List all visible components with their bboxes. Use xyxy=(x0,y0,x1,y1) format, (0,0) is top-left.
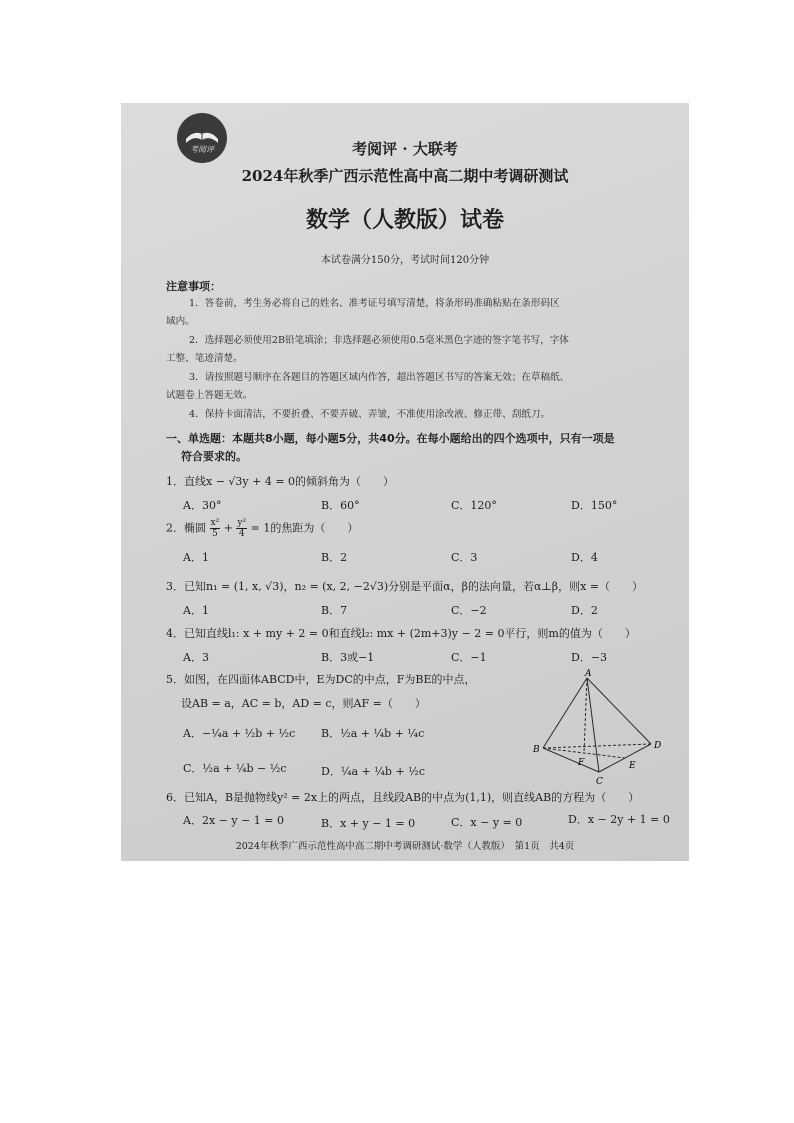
label-e: E xyxy=(629,761,636,771)
exam-title: 2024年秋季广西示范性高中高二期中考调研测试 xyxy=(241,167,569,185)
logo-text: 考阅评 xyxy=(190,145,214,154)
fraction-x xyxy=(210,518,221,539)
label-a: A xyxy=(585,669,592,679)
question-5-stem: 5．如图，在四面体ABCD中，E为DC的中点，F为BE的中点， xyxy=(166,673,476,686)
fraction-y xyxy=(236,518,247,539)
option-d: D．4 xyxy=(571,551,598,564)
option-a: A．1 xyxy=(183,604,209,617)
brand-title: 考阅评 · 大联考 xyxy=(352,140,458,158)
notice-line: 试题卷上答题无效。 xyxy=(166,390,253,401)
exam-info: 本试卷满分150分，考试时间120分钟 xyxy=(320,255,490,266)
question-6-stem: 6．已知A，B是抛物线y² = 2x上的两点，且线段AB的中点为(1,1)，则直线AB的方程为（ ） xyxy=(166,791,640,804)
option-b: B．½a + ¼b + ¼c xyxy=(321,727,425,740)
option-c: C．−1 xyxy=(451,651,487,664)
denominator: 5 xyxy=(211,529,218,539)
page-footer: 2024年秋季广西示范性高中高二期中考调研测试·数学（人教版） 第1页 共4页 xyxy=(235,841,575,852)
option-c: C．3 xyxy=(451,551,478,564)
option-a: A．2x − y − 1 = 0 xyxy=(183,814,284,827)
option-a: A．30° xyxy=(183,499,222,512)
option-a: A．1 xyxy=(183,551,209,564)
notice-line: 1．答卷前，考生务必将自己的姓名、准考证号填写清楚，将条形码准确粘贴在条形码区 xyxy=(189,298,560,309)
question-5-stem-cont: 设AB = a，AC = b，AD = c，则AF =（ ） xyxy=(181,697,426,710)
option-c: C．120° xyxy=(451,499,497,512)
numerator: x² xyxy=(210,518,220,528)
label-f: F xyxy=(578,758,585,768)
option-d: D．−3 xyxy=(571,651,608,664)
denominator: 4 xyxy=(238,529,245,539)
notice-heading: 注意事项： xyxy=(166,280,221,293)
section-heading-cont: 符合要求的。 xyxy=(181,450,247,463)
question-4-stem: 4．已知直线l₁: x + my + 2 = 0和直线l₂: mx + (2m+3)y − 2 = 0平行，则m的值为（ ） xyxy=(166,627,636,640)
option-b: B．7 xyxy=(321,604,348,617)
tetrahedron-figure xyxy=(531,668,676,788)
option-d: D．x − 2y + 1 = 0 xyxy=(568,813,670,826)
numerator: y² xyxy=(237,518,247,528)
notice-line: 3．请按照题号顺序在各题目的答题区域内作答，超出答题区书写的答案无效；在草稿纸、 xyxy=(189,372,570,383)
option-d: D．¼a + ¼b + ½c xyxy=(321,765,425,778)
plus-sign: + xyxy=(223,521,233,535)
notice-line: 2．选择题必须使用2B铅笔填涂；非选择题必须使用0.5毫米黑色字迹的签字笔书写，字体 xyxy=(189,335,569,346)
question-3-stem: 3．已知n₁ = (1, x, √3)，n₂ = (x, 2, −2√3)分别是平面α，β的法向量，若α⊥β，则x =（ ） xyxy=(166,580,644,593)
option-b: B．x + y − 1 = 0 xyxy=(321,817,416,830)
option-a: A．3 xyxy=(183,651,209,664)
subject-title: 数学（人教版）试卷 xyxy=(305,208,504,233)
option-c: C．x − y = 0 xyxy=(451,816,523,829)
option-b: B．3或−1 xyxy=(321,651,375,664)
question-1-stem: 1．直线x − √3y + 4 = 0的倾斜角为（ ） xyxy=(166,475,395,488)
question-2-stem xyxy=(166,518,358,539)
option-a: A．−¼a + ½b + ½c xyxy=(183,727,296,740)
stem-text: = 1的焦距为（ ） xyxy=(250,521,359,535)
option-b: B．60° xyxy=(321,499,360,512)
notice-line: 4．保持卡面清洁，不要折叠、不要弄破、弄皱，不准使用涂改液、修正带、刮纸刀。 xyxy=(189,409,551,420)
notice-line: 工整、笔迹清楚。 xyxy=(166,353,243,364)
option-c: C．½a + ¼b − ½c xyxy=(183,762,287,775)
stem-text: 2．椭圆 xyxy=(166,521,206,535)
section-heading: 一、单选题：本题共8小题，每小题5分，共40分。在每小题给出的四个选项中，只有一项是 xyxy=(166,432,615,445)
option-c: C．−2 xyxy=(451,604,487,617)
label-b: B xyxy=(533,745,540,755)
label-c: C xyxy=(596,777,603,787)
label-d: D xyxy=(654,741,662,751)
option-d: D．150° xyxy=(571,499,618,512)
notice-line: 域内。 xyxy=(166,316,195,327)
option-d: D．2 xyxy=(571,604,598,617)
exam-page xyxy=(121,103,689,861)
option-b: B．2 xyxy=(321,551,348,564)
